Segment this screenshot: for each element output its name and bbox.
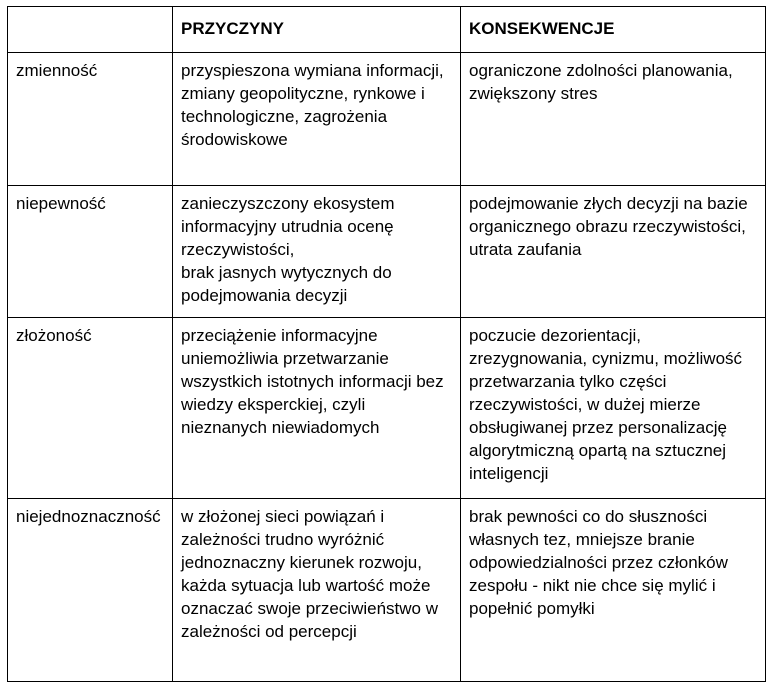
causes-uncertainty bbox=[173, 186, 461, 318]
vuca-table bbox=[7, 6, 766, 682]
causes-uncertainty-line-2: brak jasnych wytycznych do podejmowania decyzji bbox=[181, 263, 392, 305]
term-ambiguity: niejednoznaczność bbox=[8, 499, 173, 682]
consequences-volatility: ograniczone zdolności planowania, zwiększony stres bbox=[461, 53, 766, 186]
consequences-ambiguity: brak pewności co do słuszności własnych tez, mniejsze branie odpowiedzialności przez członków zespołu - nikt nie chce się mylić i popełnić pomyłki bbox=[461, 499, 766, 682]
causes-volatility: przyspieszona wymiana informacji, zmiany geopolityczne, rynkowe i technologiczne, zagrożenia środowiskowe bbox=[173, 53, 461, 186]
table-row bbox=[8, 318, 766, 499]
header-row bbox=[8, 7, 766, 53]
term-complexity: złożoność bbox=[8, 318, 173, 499]
header-causes: PRZYCZYNY bbox=[173, 7, 461, 53]
term-volatility: zmienność bbox=[8, 53, 173, 186]
header-consequences: KONSEKWENCJE bbox=[461, 7, 766, 53]
table-row bbox=[8, 499, 766, 682]
term-uncertainty: niepewność bbox=[8, 186, 173, 318]
causes-uncertainty-line-1: zanieczyszczony ekosystem informacyjny utrudnia ocenę rzeczywistości, bbox=[181, 194, 395, 259]
consequences-uncertainty: podejmowanie złych decyzji na bazie organicznego obrazu rzeczywistości, utrata zaufania bbox=[461, 186, 766, 318]
table-row bbox=[8, 53, 766, 186]
causes-complexity: przeciążenie informacyjne uniemożliwia przetwarzanie wszystkich istotnych informacji bez wiedzy eksperckiej, czyli nieznanych niewiadomych bbox=[173, 318, 461, 499]
table-row bbox=[8, 186, 766, 318]
consequences-complexity: poczucie dezorientacji, zrezygnowania, cynizmu, możliwość przetwarzania tylko części rzeczywistości, w dużej mierze obsługiwanej przez personalizację algorytmiczną opartą na sztucznej inteligencji bbox=[461, 318, 766, 499]
header-term-cell bbox=[8, 7, 173, 53]
causes-ambiguity: w złożonej sieci powiązań i zależności trudno wyróżnić jednoznaczny kierunek rozwoju, każda sytuacja lub wartość może oznaczać swoje przeciwieństwo w zależności od percepcji bbox=[173, 499, 461, 682]
